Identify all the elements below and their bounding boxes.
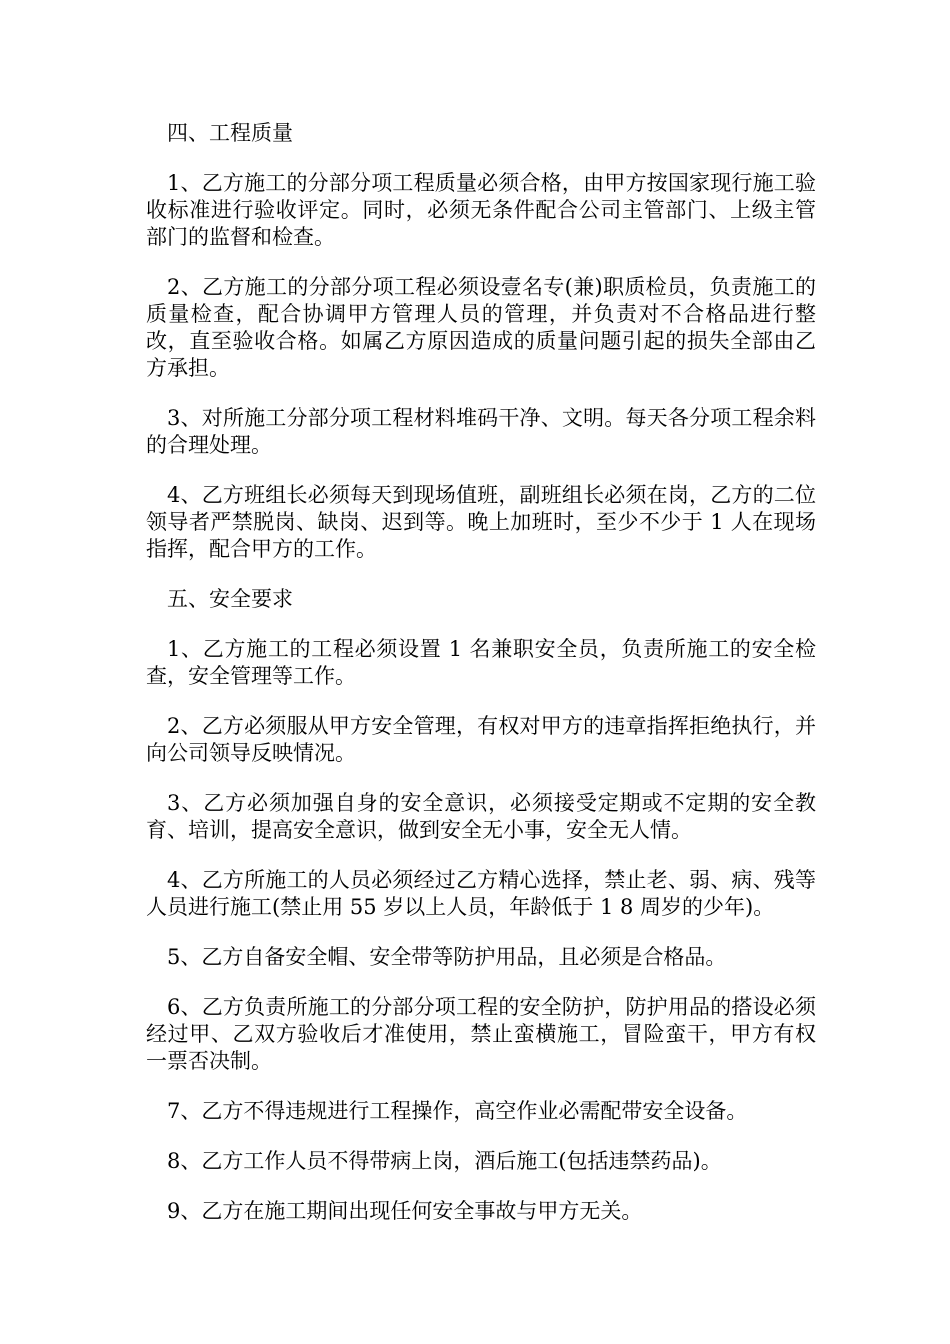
safety-clause-6: 6、乙方负责所施工的分部分项工程的安全防护，防护用品的搭设必须经过甲、乙双方验收后才准使用，禁止蛮横施工，冒险蛮干，甲方有权一票否决制。 [146, 995, 816, 1073]
safety-clause-2: 2、乙方必须服从甲方安全管理，有权对甲方的违章指挥拒绝执行，并向公司领导反映情况。 [146, 714, 816, 765]
safety-clause-1: 1、乙方施工的工程必须设置 1 名兼职安全员，负责所施工的安全检查，安全管理等工作。 [146, 637, 816, 688]
document-page [146, 120, 816, 1248]
section-heading-quality: 四、工程质量 [167, 121, 293, 145]
safety-clause-8: 8、乙方工作人员不得带病上岗，酒后施工(包括违禁药品)。 [167, 1149, 722, 1173]
quality-clause-1: 1、乙方施工的分部分项工程质量必须合格，由甲方按国家现行施工验收标准进行验收评定。同时，必须无条件配合公司主管部门、上级主管部门的监督和检查。 [146, 171, 816, 249]
quality-clause-2: 2、乙方施工的分部分项工程必须设壹名专(兼)职质检员，负责施工的质量检查，配合协调甲方管理人员的管理，并负责对不合格品进行整改，直至验收合格。如属乙方原因造成的质量问题引起的损失全部由乙方承担。 [146, 275, 816, 380]
safety-clause-5: 5、乙方自备安全帽、安全带等防护用品，且必须是合格品。 [167, 945, 727, 969]
safety-clause-7: 7、乙方不得违规进行工程操作，高空作业必需配带安全设备。 [167, 1099, 748, 1123]
quality-clause-4: 4、乙方班组长必须每天到现场值班，副班组长必须在岗，乙方的二位领导者严禁脱岗、缺岗、迟到等。晚上加班时，至少不少于 1 人在现场指挥，配合甲方的工作。 [146, 483, 816, 561]
safety-clause-9: 9、乙方在施工期间出现任何安全事故与甲方无关。 [167, 1199, 643, 1223]
safety-clause-4: 4、乙方所施工的人员必须经过乙方精心选择，禁止老、弱、病、残等人员进行施工(禁止用 55 岁以上人员，年龄低于 1 8 周岁的少年)。 [146, 868, 816, 919]
section-heading-safety: 五、安全要求 [167, 587, 293, 611]
quality-clause-3: 3、对所施工分部分项工程材料堆码干净、文明。每天各分项工程余料的合理处理。 [146, 406, 816, 457]
safety-clause-3: 3、乙方必须加强自身的安全意识，必须接受定期或不定期的安全教育、培训，提高安全意识，做到安全无小事，安全无人情。 [146, 791, 816, 842]
